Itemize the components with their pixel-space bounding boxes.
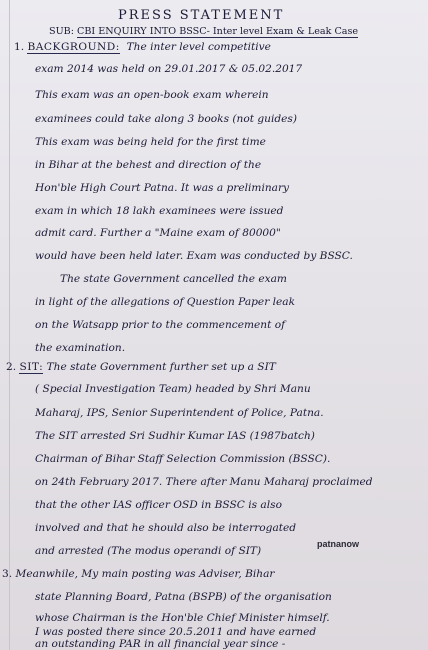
section-number: 2.	[6, 361, 17, 373]
text-line: Chairman of Bihar Staff Selection Commission (BSSC).	[35, 453, 331, 465]
text-line: ( Special Investigation Team) headed by Shri Manu	[35, 383, 311, 395]
subject-rest: - Inter level Exam & Leak Case	[206, 26, 359, 37]
text-line: exam 2014 was held on 29.01.2017 & 05.02.2017	[35, 63, 303, 75]
text-line: This exam was an open-book exam wherein	[35, 89, 269, 101]
text-line: Meanwhile, My main posting was Adviser, Bihar	[15, 568, 275, 580]
section-2-first-line	[6, 361, 276, 374]
subject-main: CBI ENQUIRY INTO BSSC	[77, 26, 207, 37]
text-line: would have been held later. Exam was conducted by BSSC.	[35, 250, 353, 262]
section-first-line-text: The state Government further set up a SIT	[46, 361, 276, 373]
subject-line	[49, 26, 358, 37]
text-line: The SIT arrested Sri Sudhir Kumar IAS (1987batch)	[35, 430, 315, 442]
section-3-first-line	[2, 568, 274, 581]
watermark-text: patnanow	[317, 539, 359, 549]
text-line: The state Government cancelled the exam	[60, 273, 287, 285]
text-line: on the Watsapp prior to the commencement of	[35, 319, 286, 331]
text-line: state Planning Board, Patna (BSPB) of the organisation	[35, 591, 332, 603]
text-line: involved and that he should also be interrogated	[35, 522, 297, 534]
page-margin-line	[9, 0, 10, 650]
text-line: Hon'ble High Court Patna. It was a preliminary	[35, 182, 290, 194]
subject-prefix: SUB:	[49, 26, 74, 37]
text-line: an outstanding PAR in all financial year since -	[35, 638, 286, 650]
text-line: and arrested (The modus operandi of SIT)	[35, 545, 262, 557]
section-first-line-text: The inter level competitive	[126, 41, 271, 53]
text-line: examinees could take along 3 books (not guides)	[35, 113, 297, 125]
section-heading: BACKGROUND:	[27, 41, 120, 53]
section-number: 1.	[14, 41, 25, 53]
text-line: whose Chairman is the Hon'ble Chief Minister himself.	[35, 612, 330, 624]
text-line: This exam was being held for the first time	[35, 136, 266, 148]
text-line: in light of the allegations of Question Paper leak	[35, 296, 296, 308]
text-line: Maharaj, IPS, Senior Superintendent of Police, Patna.	[35, 407, 324, 419]
section-heading: SIT:	[19, 361, 44, 373]
text-line: that the other IAS officer OSD in BSSC is also	[35, 499, 282, 511]
document-title: PRESS STATEMENT	[118, 8, 285, 23]
text-line: admit card. Further a "Maine exam of 80000"	[35, 227, 281, 239]
section-1-first-line	[14, 41, 271, 54]
section-number: 3.	[2, 568, 13, 580]
text-line: on 24th February 2017. There after Manu Maharaj proclaimed	[35, 476, 373, 488]
text-line: in Bihar at the behest and direction of the	[35, 159, 262, 171]
text-line: the examination.	[35, 342, 126, 354]
text-line: exam in which 18 lakh examinees were issued	[35, 205, 284, 217]
text-line: I was posted there since 20.5.2011 and have earned	[35, 626, 317, 638]
